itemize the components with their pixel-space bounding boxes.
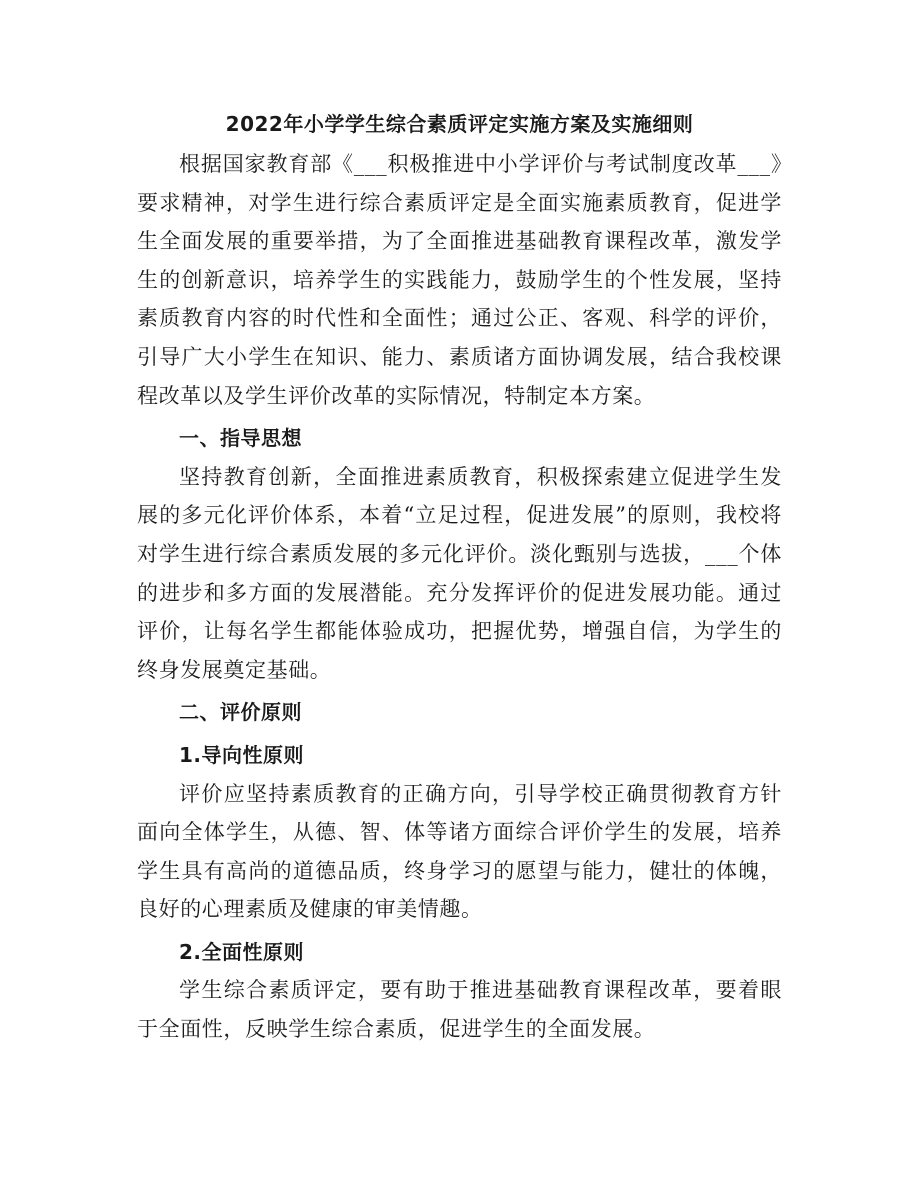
intro-paragraph: 根据国家教育部《___积极推进中小学评价与考试制度改革___》要求精神，对学生进行综合素质评定是全面实施素质教育，促进学生全面发展的重要举措，为了全面推进基础教育课程改革，激发学生的创新意识，培养学生的实践能力，鼓励学生的个性发展，坚持素质教育内容的时代性和全面性；通过公正、客观、科学的评价，引导广大小学生在知识、能力、素质诸方面协调发展，结合我校课程改革以及学生评价改革的实际情况，特制定本方案。: [137, 152, 782, 408]
document-page: [137, 105, 782, 1049]
subheading-comprehensiveness-principle: 2.全面性原则: [179, 939, 305, 964]
comprehensiveness-principle-paragraph: 学生综合素质评定，要有助于推进基础教育课程改革，要着眼于全面性，反映学生综合素质，促进学生的全面发展。: [137, 978, 782, 1042]
section-heading-evaluation-principles: 二、评价原则: [179, 700, 302, 725]
orientation-principle-paragraph: 评价应坚持素质教育的正确方向，引导学校正确贯彻教育方针面向全体学生，从德、智、体等诸方面综合评价学生的发展，培养学生具有高尚的道德品质，终身学习的愿望与能力，健壮的体魄，良好的心理素质及健康的审美情趣。: [137, 781, 782, 922]
guiding-ideology-paragraph: 坚持教育创新，全面推进素质教育，积极探索建立促进学生发展的多元化评价体系，本着“立足过程，促进发展”的原则，我校将对学生进行综合素质发展的多元化评价。淡化甄别与选拔，___个体的进步和多方面的发展潜能。充分发挥评价的促进发展功能。通过评价，让每名学生都能体验成功，把握优势，增强自信，为学生的终身发展奠定基础。: [137, 464, 782, 682]
document-title: 2022年小学学生综合素质评定实施方案及实施细则: [225, 112, 694, 136]
section-heading-guiding-ideology: 一、指导思想: [179, 426, 302, 451]
subheading-orientation-principle: 1.导向性原则: [179, 742, 305, 767]
